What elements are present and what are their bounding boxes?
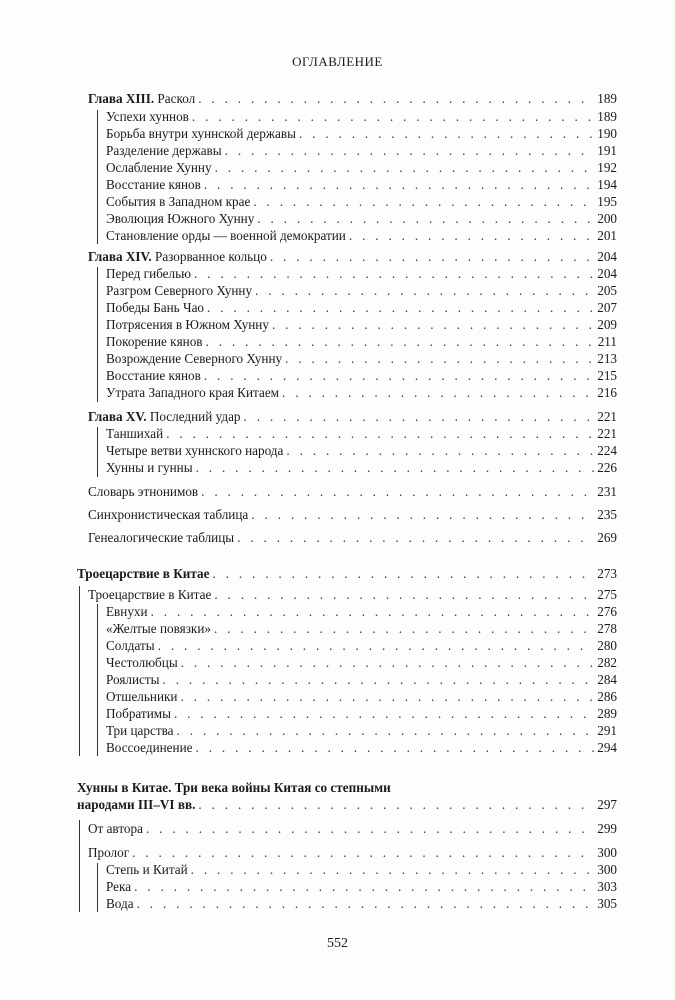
chapter-15-title: Последний удар <box>146 409 241 424</box>
toc-entry-title: Солдаты <box>106 638 155 653</box>
leader-dots <box>196 740 595 756</box>
toc-entry-page: 305 <box>597 896 617 911</box>
chapter-13-bracket <box>97 110 98 244</box>
toc-entry-title: Становление орды — военной демократии <box>106 228 346 243</box>
toc-entry[interactable] <box>106 896 617 912</box>
leader-dots <box>251 507 594 523</box>
toc-entry-author[interactable] <box>88 821 617 837</box>
leader-dots <box>134 879 594 895</box>
toc-entry-title: Роялисты <box>106 672 160 687</box>
toc-entry-page: 286 <box>597 689 617 704</box>
toc-entry[interactable] <box>106 109 617 125</box>
toc-entry-page: 211 <box>597 334 617 349</box>
toc-entry-page: 231 <box>597 484 617 499</box>
toc-entry[interactable] <box>106 211 617 227</box>
toc-entry[interactable] <box>106 621 617 637</box>
toc-entry-title: Степь и Китай <box>106 862 188 877</box>
toc-entry[interactable] <box>106 385 617 401</box>
toc-entry-page: 284 <box>597 672 617 687</box>
toc-entry-title: Генеалогические таблицы <box>88 530 235 545</box>
chapter-15-heading[interactable] <box>88 409 617 425</box>
chapter-14-heading[interactable] <box>88 249 617 265</box>
toc-entry-page: 278 <box>597 621 617 636</box>
toc-entry-page: 194 <box>597 177 617 192</box>
chapter-13-title: Раскол <box>154 91 196 106</box>
toc-entry[interactable] <box>106 283 617 299</box>
chapter-13-page: 189 <box>597 91 617 106</box>
book-3-title-line-1: Хунны в Китае. Три века войны Китая со степными <box>77 780 391 795</box>
toc-entry[interactable] <box>106 740 617 756</box>
toc-entry-page: 195 <box>597 194 617 209</box>
chapter-14-number: Глава XIV. <box>88 249 152 264</box>
toc-entry-title: «Желтые повязки» <box>106 621 211 636</box>
toc-entry-page: 213 <box>597 351 617 366</box>
toc-entry-appendix[interactable] <box>88 484 617 500</box>
leader-dots <box>180 689 594 705</box>
leader-dots <box>299 126 594 142</box>
toc-entry[interactable] <box>106 266 617 282</box>
chapter-15-bracket <box>97 427 98 477</box>
toc-entry[interactable] <box>106 443 617 459</box>
toc-entry-page: 224 <box>597 443 617 458</box>
toc-entry-title: Ослабление Хунну <box>106 160 212 175</box>
chapter-14-bracket <box>97 267 98 402</box>
toc-entry[interactable] <box>106 228 617 244</box>
leader-dots <box>204 368 594 384</box>
running-header: ОГЛАВЛЕНИЕ <box>292 54 383 69</box>
toc-entry-title: Победы Бань Чао <box>106 300 205 315</box>
toc-entry-title: Три царства <box>106 723 174 738</box>
toc-entry-title: События в Западном крае <box>106 194 251 209</box>
leader-dots <box>177 723 595 739</box>
toc-entry-page: 294 <box>597 740 617 755</box>
book-2-bracket <box>79 586 80 756</box>
leader-dots <box>146 821 594 837</box>
leader-dots <box>272 317 594 333</box>
toc-entry[interactable] <box>106 351 617 367</box>
toc-entry-page: 291 <box>597 723 617 738</box>
book-2-page: 273 <box>597 566 617 581</box>
toc-entry-title: Перед гибелью <box>106 266 191 281</box>
toc-entry-title: Словарь этнонимов <box>88 484 199 499</box>
toc-entry[interactable] <box>106 723 617 739</box>
leader-dots <box>212 566 594 582</box>
leader-dots <box>270 249 594 265</box>
toc-entry-prologue[interactable] <box>88 845 617 861</box>
book-2-title: Троецарствие в Китае <box>77 566 210 581</box>
toc-entry[interactable] <box>106 689 617 705</box>
book-2-heading[interactable] <box>77 566 617 582</box>
leader-dots <box>286 443 594 459</box>
chapter-13-number: Глава XIII. <box>88 91 155 106</box>
leader-dots <box>198 797 594 813</box>
toc-entry-page: 235 <box>597 507 617 522</box>
toc-entry-title: Разделение державы <box>106 143 222 158</box>
leader-dots <box>244 409 595 425</box>
toc-entry[interactable] <box>106 194 617 210</box>
toc-entry[interactable] <box>106 126 617 142</box>
chapter-14-title: Разорванное кольцо <box>151 249 267 264</box>
toc-entry[interactable] <box>106 460 617 476</box>
leader-dots <box>237 530 594 546</box>
toc-entry-page: 275 <box>597 587 617 602</box>
toc-entry[interactable] <box>106 177 617 193</box>
toc-entry-page: 299 <box>597 821 617 836</box>
toc-entry[interactable] <box>106 862 617 878</box>
toc-entry-page: 269 <box>597 530 617 545</box>
leader-dots <box>132 845 594 861</box>
book-3-title-line-2: народами III–VI вв. <box>77 797 196 812</box>
leader-dots <box>225 143 595 159</box>
toc-entry-page: 280 <box>597 638 617 653</box>
toc-entry-page: 190 <box>597 126 617 141</box>
toc-entry-title: Троецарствие в Китае <box>88 587 212 602</box>
leader-dots <box>163 672 595 688</box>
book-3-page: 297 <box>597 797 617 812</box>
leader-dots <box>257 211 594 227</box>
leader-dots <box>215 160 595 176</box>
toc-entry-title: Река <box>106 879 132 894</box>
leader-dots <box>181 655 595 671</box>
book-2-section-bracket <box>97 604 98 756</box>
toc-entry-page: 300 <box>597 862 617 877</box>
leader-dots <box>151 604 595 620</box>
chapter-15-page: 221 <box>597 409 617 424</box>
book-3-bracket <box>79 820 80 912</box>
leader-dots <box>137 896 595 912</box>
leader-dots <box>282 385 594 401</box>
toc-entry-page: 276 <box>597 604 617 619</box>
book-2-section[interactable] <box>88 587 617 603</box>
chapter-14-page: 204 <box>597 249 617 264</box>
toc-entry-page: 200 <box>597 211 617 226</box>
toc-entry[interactable] <box>106 879 617 895</box>
book-3-heading[interactable] <box>77 797 617 813</box>
toc-entry[interactable] <box>106 300 617 316</box>
toc-entry-title: Побратимы <box>106 706 171 721</box>
toc-entry[interactable] <box>106 334 617 350</box>
prologue-bracket <box>97 863 98 912</box>
toc-entry-title: Возрождение Северного Хунну <box>106 351 283 366</box>
toc-entry-title: От автора <box>88 821 143 836</box>
toc-entry[interactable] <box>106 426 617 442</box>
leader-dots <box>158 638 595 654</box>
toc-entry-title: Потрясения в Южном Хунну <box>106 317 269 332</box>
toc-entry-title: Евнухи <box>106 604 148 619</box>
leader-dots <box>214 587 594 603</box>
toc-entry-page: 189 <box>597 109 617 124</box>
toc-entry-title: Отшельники <box>106 689 178 704</box>
toc-entry-page: 201 <box>597 228 617 243</box>
leader-dots <box>174 706 594 722</box>
toc-entry-title: Успехи хуннов <box>106 109 189 124</box>
toc-entry-title: Таншихай <box>106 426 164 441</box>
toc-entry-title: Воссоединение <box>106 740 193 755</box>
toc-entry-page: 282 <box>597 655 617 670</box>
toc-entry-page: 215 <box>597 368 617 383</box>
toc-entry-page: 300 <box>597 845 617 860</box>
toc-entry-title: Четыре ветви хуннского народа <box>106 443 284 458</box>
page-number: 552 <box>327 936 348 951</box>
toc-entry-page: 192 <box>597 160 617 175</box>
toc-entry[interactable] <box>106 638 617 654</box>
chapter-15-number: Глава XV. <box>88 409 147 424</box>
leader-dots <box>285 351 594 367</box>
toc-entry-page: 204 <box>597 266 617 281</box>
leader-dots <box>207 300 594 316</box>
toc-entry[interactable] <box>106 604 617 620</box>
toc-entry[interactable] <box>106 317 617 333</box>
toc-entry[interactable] <box>106 706 617 722</box>
toc-entry-page: 221 <box>597 426 617 441</box>
toc-entry-page: 209 <box>597 317 617 332</box>
leader-dots <box>204 177 594 193</box>
toc-entry[interactable] <box>106 672 617 688</box>
leader-dots <box>192 109 594 125</box>
toc-entry-page: 226 <box>597 460 617 475</box>
leader-dots <box>255 283 594 299</box>
toc-entry-title: Утрата Западного края Китаем <box>106 385 280 400</box>
toc-entry-title: Синхронистическая таблица <box>88 507 249 522</box>
toc-entry-page: 205 <box>597 283 617 298</box>
leader-dots <box>198 91 594 107</box>
toc-entry-title: Разгром Северного Хунну <box>106 283 253 298</box>
toc-entry[interactable] <box>106 143 617 159</box>
toc-entry-title: Восстание кянов <box>106 368 201 383</box>
toc-entry-page: 191 <box>597 143 617 158</box>
toc-entry-page: 207 <box>597 300 617 315</box>
leader-dots <box>166 426 594 442</box>
leader-dots <box>191 862 595 878</box>
toc-entry-page: 216 <box>597 385 617 400</box>
toc-entry[interactable] <box>106 160 617 176</box>
toc-entry-title: Вода <box>106 896 134 911</box>
toc-entry-title: Пролог <box>88 845 130 860</box>
toc-entry-appendix[interactable] <box>88 530 617 546</box>
leader-dots <box>349 228 594 244</box>
toc-entry-title: Покорение кянов <box>106 334 203 349</box>
chapter-13-heading[interactable] <box>88 91 617 107</box>
leader-dots <box>196 460 595 476</box>
toc-entry-title: Честолюбцы <box>106 655 178 670</box>
leader-dots <box>253 194 594 210</box>
toc-entry-appendix[interactable] <box>88 507 617 523</box>
toc-entry[interactable] <box>106 368 617 384</box>
leader-dots <box>194 266 594 282</box>
leader-dots <box>206 334 595 350</box>
leader-dots <box>214 621 594 637</box>
toc-entry-title: Борьба внутри хуннской державы <box>106 126 296 141</box>
toc-entry-page: 303 <box>597 879 617 894</box>
toc-entry[interactable] <box>106 655 617 671</box>
toc-entry-page: 289 <box>597 706 617 721</box>
leader-dots <box>201 484 594 500</box>
toc-entry-title: Эволюция Южного Хунну <box>106 211 255 226</box>
toc-entry-title: Хунны и гунны <box>106 460 193 475</box>
toc-entry-title: Восстание кянов <box>106 177 201 192</box>
